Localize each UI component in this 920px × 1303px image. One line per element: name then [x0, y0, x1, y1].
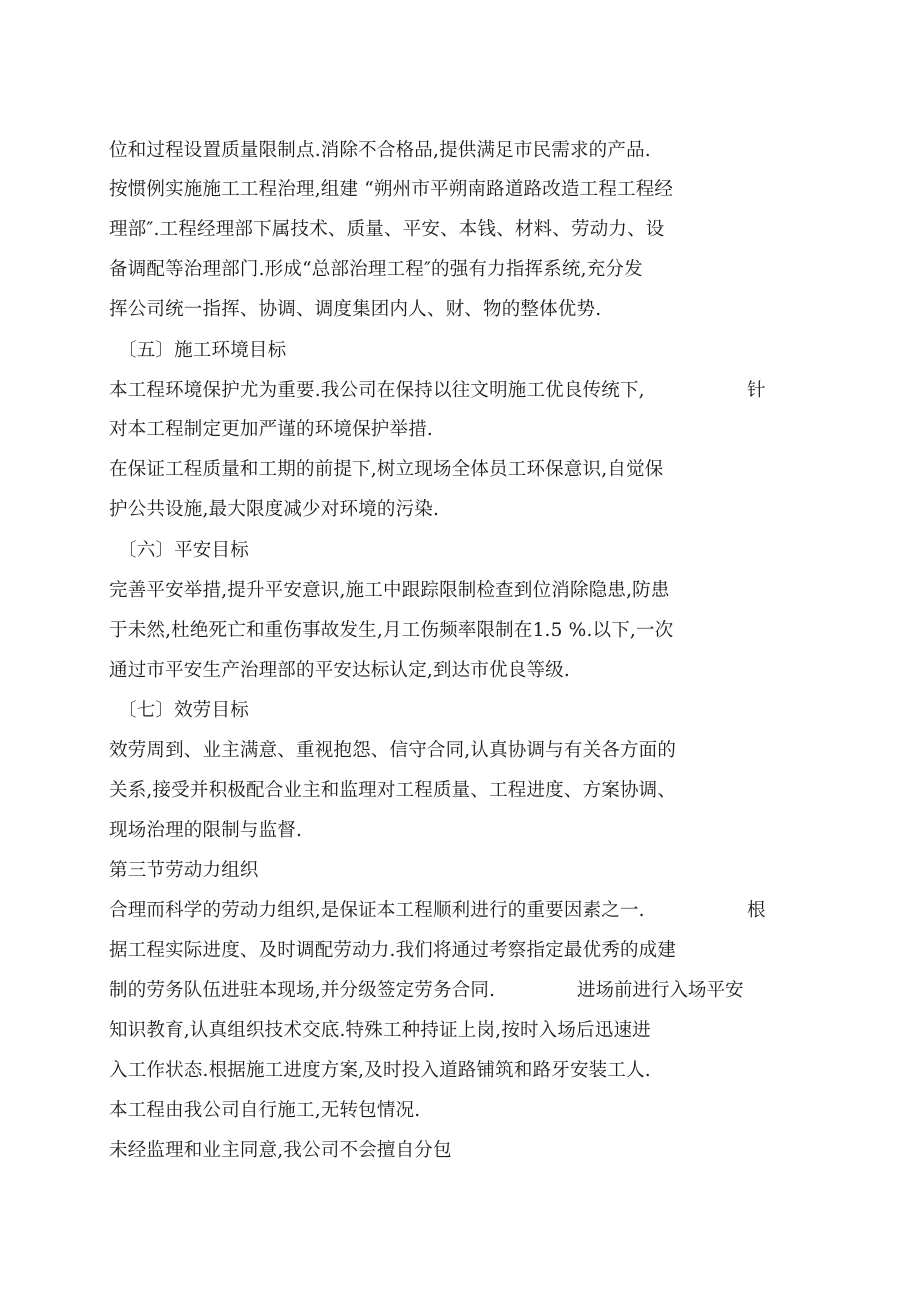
- text-line: 关系,接受并积极配合业主和监理对工程质量、工程进度、方案协调、: [109, 780, 677, 801]
- text-line: 合理而科学的劳动力组织,是保证本工程顺利进行的重要因素之一.: [109, 900, 645, 921]
- text-line: 未经监理和业主同意,我公司不会擅自分包: [109, 1140, 452, 1161]
- text-fragment: 根: [747, 900, 766, 921]
- text-line: 按惯例实施施工工程治理,组建 “朔州市平朔南路道路改造工程工程经: [109, 179, 674, 200]
- text-line: 据工程实际进度、及时调配劳动力.我们将通过考察指定最优秀的成建: [109, 940, 677, 961]
- text-line: 理部″.工程经理部下属技术、质量、平安、本钱、材料、劳动力、设: [109, 219, 665, 240]
- text-line: 完善平安举措,提升平安意识,施工中跟踪限制检查到位消除隐患,防患: [109, 580, 670, 601]
- text-line: 对本工程制定更加严谨的环境保护举措.: [109, 419, 433, 440]
- text-line: 于未然,杜绝死亡和重伤事故发生,月工伤频率限制在1.5 %.以下,一次: [109, 620, 674, 641]
- text-line: 位和过程设置质量限制点.消除不合格品,提供满足市民需求的产品.: [109, 140, 651, 161]
- text-fragment: 针: [747, 380, 766, 401]
- text-line: 本工程环境保护尤为重要.我公司在保持以往文明施工优良传统下,: [109, 380, 645, 401]
- section-title: 第三节劳动力组织: [109, 860, 259, 881]
- text-line: 备调配等治理部门.形成“总部治理工程″的强有力指挥系统,充分发: [109, 259, 643, 280]
- text-line: 通过市平安生产治理部的平安达标认定,到达市优良等级.: [109, 660, 570, 681]
- text-line: 入工作状态.根据施工进度方案,及时投入道路铺筑和路牙安装工人.: [109, 1060, 651, 1081]
- text-line: 知识教育,认真组织技术交底.特殊工种持证上岗,按时入场后迅速进: [109, 1020, 651, 1041]
- text-line: 本工程由我公司自行施工,无转包情况.: [109, 1100, 421, 1121]
- text-fragment: 进场前进行入场平安: [577, 980, 744, 1001]
- text-line: 挥公司统一指挥、协调、调度集团内人、财、物的整体优势.: [109, 299, 602, 320]
- section-heading: 〔六〕平安目标: [118, 540, 249, 561]
- section-heading: 〔五〕施工环境目标: [118, 340, 287, 361]
- text-line: 效劳周到、业主满意、重视抱怨、信守合同,认真协调与有关各方面的: [109, 740, 677, 761]
- section-heading: 〔七〕效劳目标: [118, 700, 249, 721]
- text-line: 在保证工程质量和工期的前提下,树立现场全体员工环保意识,自觉保: [109, 459, 664, 480]
- text-line: 护公共设施,最大限度减少对环境的污染.: [109, 499, 440, 520]
- text-line: 制的劳务队伍进驻本现场,并分级签定劳务合同.: [109, 980, 496, 1001]
- text-line: 现场治理的限制与监督.: [109, 820, 303, 841]
